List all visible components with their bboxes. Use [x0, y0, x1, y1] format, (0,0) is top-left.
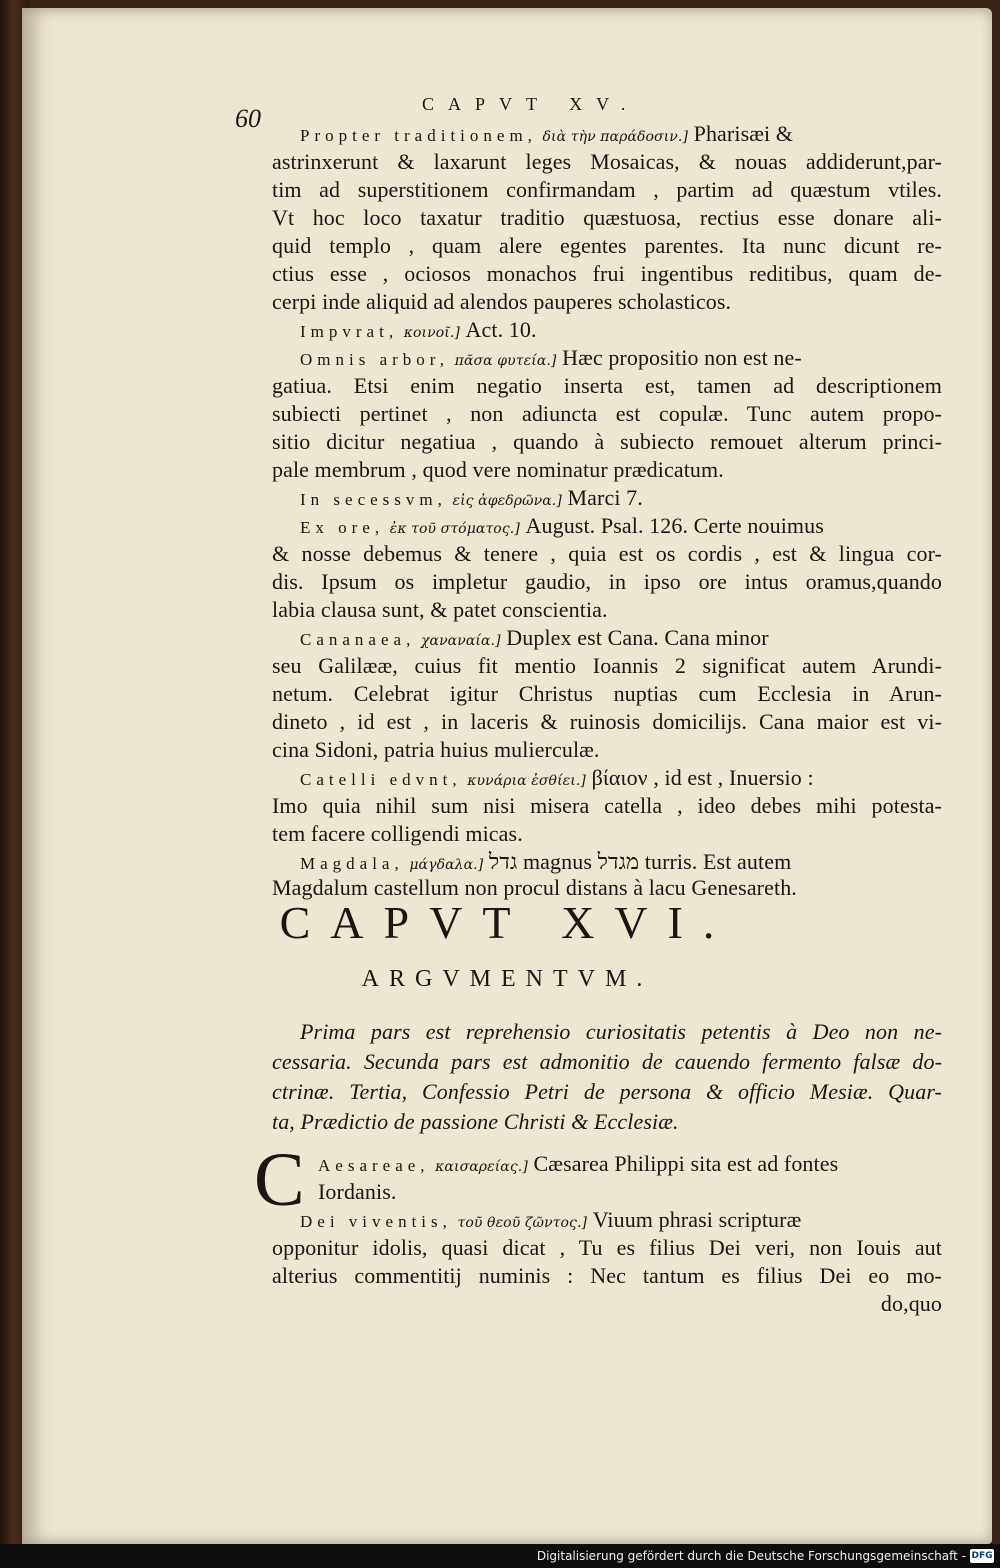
note-lemma: Dei viventis, — [300, 1212, 452, 1231]
text-line: seu Galilææ, cuius fit mentio Ioannis 2 significat autem Arundi- — [272, 653, 942, 678]
chapter-heading: CAPVT XVI. — [279, 897, 735, 948]
drop-cap: C — [254, 1138, 305, 1222]
note-text: Hæc propositio non est ne- — [562, 345, 802, 370]
note-greek: καισαρείας.] — [435, 1159, 528, 1175]
text-line: dis. Ipsum os impletur gaudio, in ipso ore intus oramus,quando — [272, 569, 942, 594]
note-line — [300, 512, 942, 543]
text-line: quid templo , quam alere egentes parentes. Ita nunc dicunt re- — [272, 233, 942, 258]
argument-line: ctrinæ. Tertia, Confessio Petri de persona & officio Mesiæ. Quar- — [272, 1079, 942, 1104]
note-lemma: Impvrat, — [300, 322, 399, 341]
note-line — [300, 344, 942, 375]
text-line: sitio dicitur negatiua , quando à subiecto remouet alterum princi- — [272, 429, 942, 454]
text-line: ctius esse , ociosos monachos frui ingentibus reditibus, quam de- — [272, 261, 942, 286]
note-text: גדל magnus מגדל turris. Est autem — [488, 849, 792, 874]
page-number: 60 — [235, 104, 261, 133]
argument-line: ta, Prædictio de passione Christi & Ecclesiæ. — [272, 1109, 679, 1134]
note-line — [300, 624, 942, 655]
text-line: astrinxerunt & laxarunt leges Mosaicas, & nouas addiderunt,par- — [272, 149, 942, 174]
text-line: alterius commentitij numinis : Nec tantum es filius Dei eo mo- — [272, 1263, 942, 1288]
argument-line: Prima pars est reprehensio curiositatis petentis à Deo non ne- — [300, 1019, 942, 1044]
footer-text: Digitalisierung gefördert durch die Deutsche Forschungsgemeinschaft - — [536, 1549, 966, 1563]
text-line: & nosse debemus & tenere , quia est os cordis , est & lingua cor- — [272, 541, 942, 566]
text-line: subiecti pertinet , non adiuncta est copulæ. Tunc autem propo- — [272, 401, 942, 426]
note-greek: διὰ τὴν παράδοσιν.] — [542, 129, 689, 145]
text-line: netum. Celebrat igitur Christus nuptias cum Ecclesia in Arun- — [272, 681, 942, 706]
text-line: pale membrum , quod vere nominatur prædicatum. — [272, 457, 724, 482]
text-line: gatiua. Etsi enim negatio inserta est, tamen ad descriptionem — [272, 373, 942, 398]
text-line: Imo quia nihil sum nisi misera catella , ideo debes mihi potesta- — [272, 793, 942, 818]
note-line — [300, 484, 942, 515]
text-line: dineto , id est , in laceris & ruinosis domicilijs. Cana maior est vi- — [272, 709, 942, 734]
argument-line: cessaria. Secunda pars est admonitio de cauendo fermento falsæ do- — [272, 1049, 942, 1074]
note-greek: πᾶσα φυτεία.] — [454, 353, 557, 369]
argument-heading: ARGVMENTVM. — [361, 966, 653, 992]
running-head: CAPVT XV. — [422, 94, 640, 114]
note-greek: μάγδαλα.] — [409, 857, 484, 873]
note-text: August. Psal. 126. Certe nouimus — [525, 513, 824, 538]
note-greek: κυνάρια ἐσθίει.] — [467, 773, 586, 789]
note-text: βίαιον , id est , Inuersio : — [591, 765, 814, 790]
note-text: Act. 10. — [465, 317, 537, 342]
text-line: cina Sidoni, patria huius mulierculæ. — [272, 737, 600, 762]
text-line: labia clausa sunt, & patet conscientia. — [272, 597, 608, 622]
note-greek: εἰς ἀφεδρῶνα.] — [452, 493, 562, 509]
text-line: Vt hoc loco taxatur traditio quæstuosa, rectius esse donare ali- — [272, 205, 942, 230]
note-line — [300, 764, 942, 795]
note-line — [300, 1206, 942, 1237]
note-lemma: Catelli edvnt, — [300, 770, 462, 789]
catchword-line: do,quo — [880, 1291, 942, 1316]
note-greek: κοινοῖ.] — [403, 325, 460, 341]
note-lemma: Aesareae, — [318, 1156, 430, 1175]
note-lemma: Ex ore, — [300, 518, 385, 537]
text-line: cerpi inde aliquid ad alendos pauperes scholasticos. — [272, 289, 732, 314]
text-line: Iordanis. — [318, 1179, 397, 1204]
note-lemma: Cananaea, — [300, 630, 416, 649]
note-text: Duplex est Cana. Cana minor — [506, 625, 769, 650]
note-text: Cæsarea Philippi sita est ad fontes — [533, 1151, 839, 1176]
note-greek: τοῦ θεοῦ ζῶντος.] — [457, 1215, 588, 1231]
note-line — [318, 1150, 942, 1181]
note-lemma: Magdala, — [300, 854, 404, 873]
note-text: Marci 7. — [567, 485, 643, 510]
book-page — [22, 8, 992, 1544]
note-line — [300, 316, 942, 347]
footer-bar — [0, 1544, 1000, 1568]
note-lemma: In secessvm, — [300, 490, 447, 509]
text-line: tim ad superstitionem confirmandam , partim ad quæstum vtiles. — [272, 177, 942, 202]
text-line: opponitur idolis, quasi dicat , Tu es filius Dei veri, non Iouis aut — [272, 1235, 942, 1260]
note-greek: χαναναία.] — [420, 633, 501, 649]
note-text: Pharisæi & — [693, 121, 794, 146]
text-line: tem facere colligendi micas. — [272, 821, 523, 846]
note-line — [300, 120, 942, 151]
note-greek: ἐκ τοῦ στόματος.] — [389, 521, 520, 537]
note-lemma: Propter traditionem, — [300, 126, 537, 145]
dfg-logo: DFG — [971, 1551, 993, 1561]
text-line: Magdalum castellum non procul distans à lacu Genesareth. — [272, 875, 797, 900]
note-lemma: Omnis arbor, — [300, 350, 450, 369]
note-text: Viuum phrasi scripturæ — [592, 1207, 802, 1232]
